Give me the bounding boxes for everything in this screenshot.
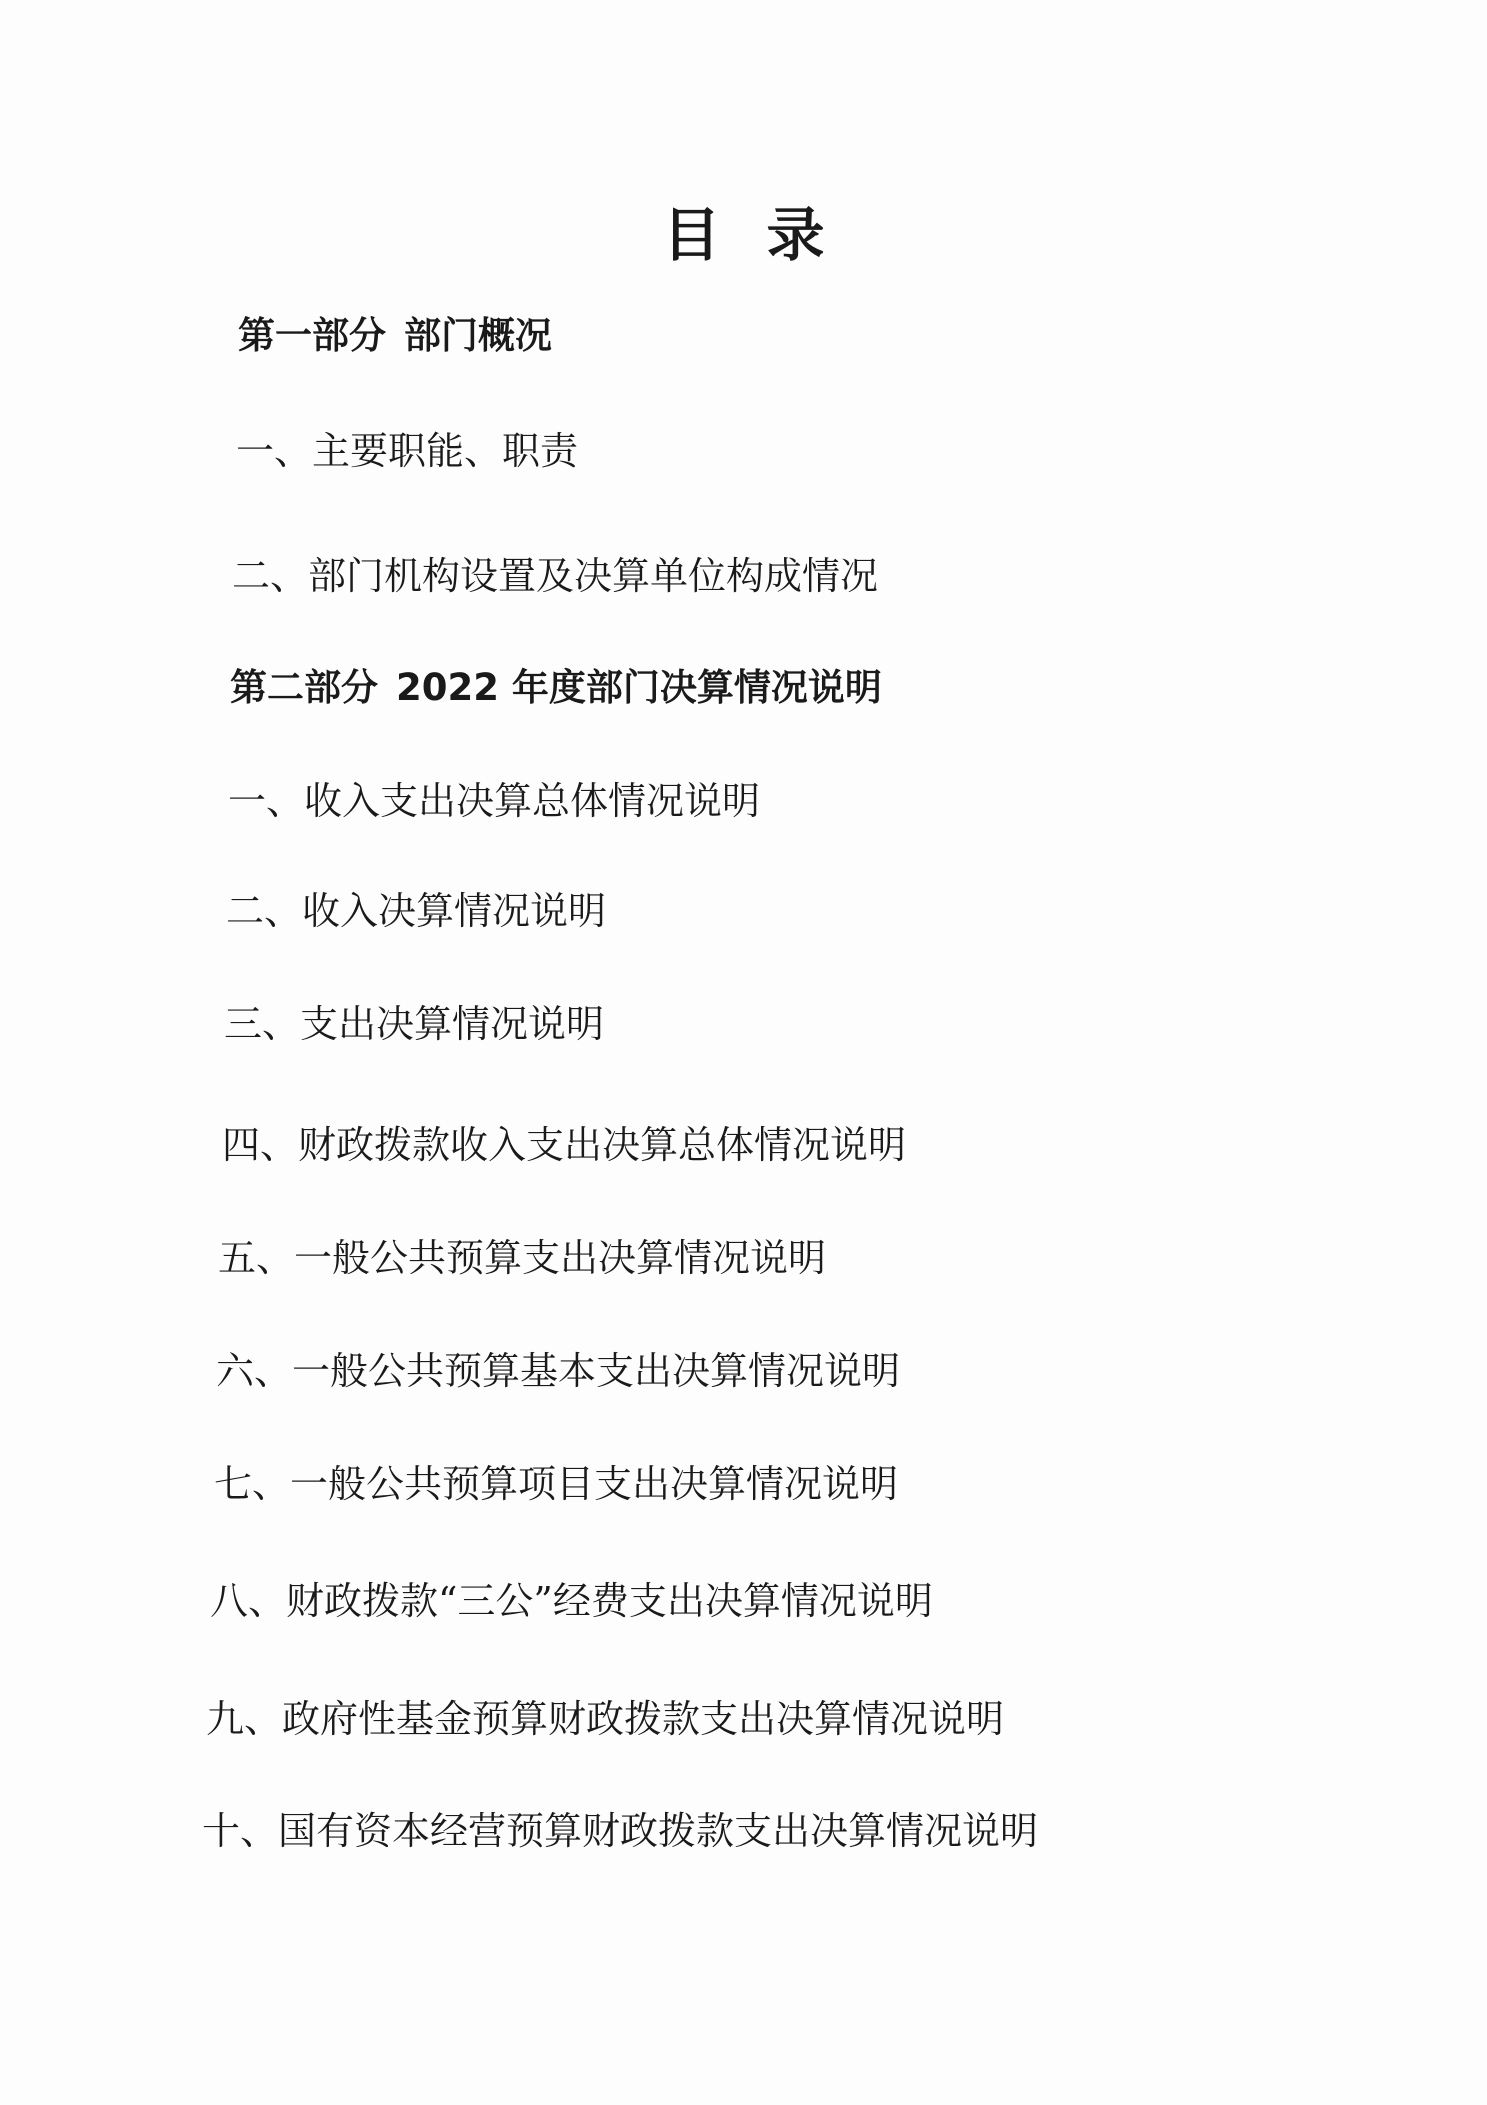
section-label: 第二部分 bbox=[230, 666, 378, 709]
toc-item: 四、财政拨款收入支出决算总体情况说明 bbox=[222, 1123, 907, 1167]
section-title: 部门概况 bbox=[404, 314, 552, 357]
section-label: 第一部分 bbox=[238, 314, 386, 357]
toc-item: 十、国有资本经营预算财政拨款支出决算情况说明 bbox=[202, 1809, 1039, 1853]
toc-item: 五、一般公共预算支出决算情况说明 bbox=[218, 1236, 827, 1280]
toc-item: 九、政府性基金预算财政拨款支出决算情况说明 bbox=[206, 1697, 1005, 1741]
toc-item: 八、财政拨款“三公”经费支出决算情况说明 bbox=[210, 1579, 933, 1623]
toc-item: 六、一般公共预算基本支出决算情况说明 bbox=[216, 1349, 901, 1393]
section-heading-1 bbox=[238, 305, 552, 359]
section-title: 2022 年度部门决算情况说明 bbox=[396, 666, 882, 709]
toc-item: 二、收入决算情况说明 bbox=[226, 889, 607, 933]
toc-item: 七、一般公共预算项目支出决算情况说明 bbox=[214, 1462, 899, 1506]
toc-item: 三、支出决算情况说明 bbox=[224, 1002, 605, 1046]
toc-item: 二、部门机构设置及决算单位构成情况 bbox=[232, 554, 879, 598]
toc-item: 一、主要职能、职责 bbox=[236, 429, 579, 473]
section-heading-2 bbox=[230, 657, 882, 711]
toc-item: 一、收入支出决算总体情况说明 bbox=[228, 779, 761, 823]
page-title: 目录 bbox=[662, 201, 871, 269]
